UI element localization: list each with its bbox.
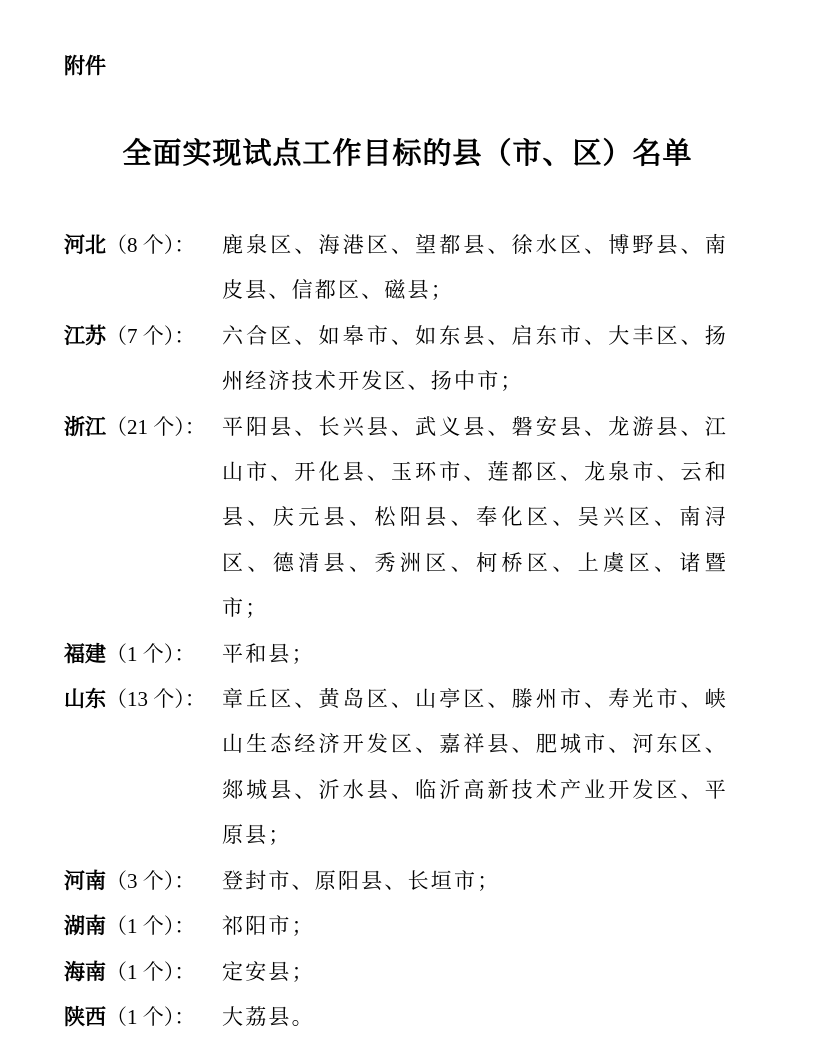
province-name: 海南 (64, 959, 106, 984)
document-title: 全面实现试点工作目标的县（市、区）名单 (122, 136, 693, 170)
attachment-label: 附件 (64, 54, 106, 78)
county-items: 大荔县。 (222, 1004, 315, 1029)
county-count: （1 个）： (106, 641, 196, 666)
list-item-hainan (64, 950, 734, 995)
county-count: （8 个）： (106, 233, 196, 257)
list-item-shaanxi (64, 995, 734, 1040)
county-items: 祁阳市； (222, 914, 315, 939)
entry-label (64, 950, 222, 995)
county-items: 六合区、如皋市、如东县、启东市、大丰区、扬州经济技术开发区、扬中市； (222, 323, 728, 394)
entry-label (64, 632, 222, 677)
province-name: 湖南 (64, 914, 106, 939)
list-item-henan (64, 859, 734, 904)
county-list (64, 223, 734, 1040)
county-count: （7 个）： (106, 323, 196, 348)
county-count: （1 个）： (106, 959, 196, 984)
province-name: 河南 (64, 868, 106, 893)
entry-label (64, 223, 222, 268)
county-count: （21 个）： (106, 414, 206, 439)
county-count: （1 个）： (106, 1004, 196, 1029)
province-name: 江苏 (64, 323, 106, 348)
entry-label (64, 904, 222, 949)
county-count: （1 个）： (106, 914, 196, 939)
county-items: 登封市、原阳县、长垣市； (222, 868, 501, 893)
entry-label (64, 314, 222, 359)
list-item-zhejiang (64, 405, 734, 632)
province-name: 山东 (64, 687, 106, 712)
list-item-hunan (64, 904, 734, 949)
province-name: 河北 (64, 233, 106, 257)
list-item-jiangsu (64, 314, 734, 405)
county-count: （13 个）： (106, 687, 206, 712)
entry-label (64, 995, 222, 1040)
county-items: 平阳县、长兴县、武义县、磐安县、龙游县、江山市、开化县、玉环市、莲都区、龙泉市、云和县、庆元县、松阳县、奉化区、吴兴区、南浔区、德清县、秀洲区、柯桥区、上虞区、诸暨市； (222, 414, 728, 621)
county-items: 定安县； (222, 959, 315, 984)
county-items: 鹿泉区、海港区、望都县、徐水区、博野县、南皮县、信都区、磁县； (222, 233, 728, 303)
province-name: 福建 (64, 641, 106, 666)
county-items: 章丘区、黄岛区、山亭区、滕州市、寿光市、峡山生态经济开发区、嘉祥县、肥城市、河东区、郯城县、沂水县、临沂高新技术产业开发区、平原县； (222, 687, 728, 848)
entry-label (64, 859, 222, 904)
province-name: 陕西 (64, 1004, 106, 1029)
list-item-hebei (64, 223, 734, 314)
county-count: （3 个）： (106, 868, 196, 893)
entry-label (64, 677, 222, 722)
province-name: 浙江 (64, 414, 106, 439)
entry-label (64, 405, 222, 450)
list-item-fujian (64, 632, 734, 677)
county-items: 平和县； (222, 641, 315, 666)
list-item-shandong (64, 677, 734, 859)
